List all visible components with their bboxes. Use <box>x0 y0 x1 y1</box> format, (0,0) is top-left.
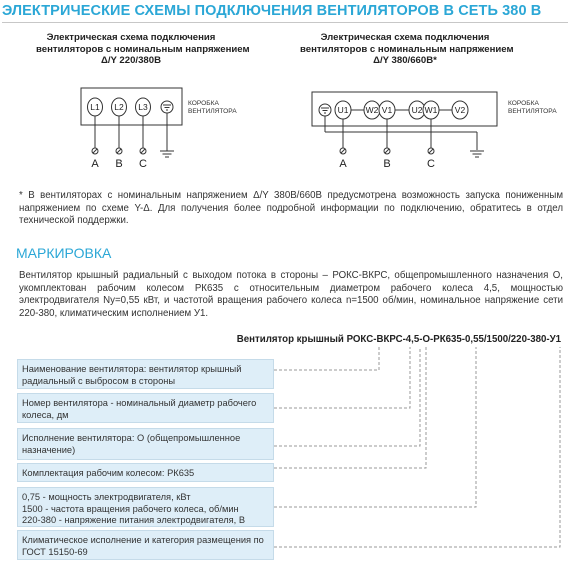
terminal-v2 <box>452 101 468 119</box>
clamp-icon <box>92 148 98 154</box>
clamp-icon <box>116 148 122 154</box>
phase-label: B <box>115 158 123 170</box>
terminal-label: U2 <box>411 105 423 115</box>
box-label-line: ВЕНТИЛЯТОРА <box>508 108 557 115</box>
terminal-label: L3 <box>138 102 148 112</box>
terminal-label: L2 <box>114 102 124 112</box>
right-caption-line: Δ/Y 380/660В* <box>373 55 437 66</box>
right-box-label <box>508 100 557 116</box>
terminal-l3 <box>136 98 151 116</box>
left-caption-line: Δ/Y 220/380В <box>100 55 162 66</box>
right-wiring-diagram <box>290 80 570 175</box>
phase-label: A <box>339 158 347 170</box>
marking-box-motor: 0,75 - мощность электродвигателя, кВт 1500 - частота вращения рабочего колеса, об/мин 220-380 - напряжение питания электродвигателя, В <box>17 487 274 527</box>
page-title: ЭЛЕКТРИЧЕСКИЕ СХЕМЫ ПОДКЛЮЧЕНИЯ ВЕНТИЛЯТОРОВ В СЕТЬ 380 В <box>2 3 542 19</box>
marking-box-number: Номер вентилятора - номинальный диаметр рабочего колеса, дм <box>17 393 274 423</box>
left-caption-line: вентиляторов с номинальным напряжением <box>36 43 250 55</box>
clamp-icon <box>340 148 346 154</box>
clamp-icon <box>140 148 146 154</box>
terminal-label: U1 <box>337 105 349 115</box>
right-caption-line: Электрическая схема подключения <box>320 32 490 43</box>
marking-box-wheel: Комплектация рабочим колесом: РК635 <box>17 463 274 482</box>
right-diagram-caption <box>300 32 514 67</box>
marking-box-execution: Исполнение вентилятора: О (общепромышленное назначение) <box>17 428 274 460</box>
box-label-line: КОРОБКА <box>188 100 219 107</box>
terminal-label: L1 <box>90 102 100 112</box>
terminal-v1 <box>379 101 395 119</box>
marking-box-name: Наименование вентилятора: вентилятор крышный радиальный с выбросом в стороны <box>17 359 274 389</box>
terminal-u1 <box>335 101 351 119</box>
terminal-label: W2 <box>365 105 379 115</box>
box-label-line: КОРОБКА <box>508 100 539 107</box>
terminal-w1 <box>423 101 439 119</box>
phase-label: C <box>427 158 435 170</box>
ground-symbol-icon <box>160 151 174 157</box>
ground-terminal-icon <box>319 104 331 116</box>
terminal-label: V2 <box>454 105 466 115</box>
phase-label: B <box>383 158 391 170</box>
left-caption-line: Электрическая схема подключения <box>46 32 216 43</box>
clamp-icon <box>428 148 434 154</box>
marking-box-climate: Климатическое исполнение и категория размещения по ГОСТ 15150-69 <box>17 530 274 560</box>
terminal-label: W1 <box>424 105 438 115</box>
left-wiring-diagram <box>0 80 280 175</box>
box-label-line: ВЕНТИЛЯТОРА <box>188 108 237 115</box>
terminal-label: V1 <box>381 105 393 115</box>
phase-label: A <box>91 158 99 170</box>
model-designation: Вентилятор крышный РОКС-ВКРС-4,5-О-РК635-0,55/1500/220-380-У1 <box>236 334 561 345</box>
left-diagram-caption <box>36 32 250 67</box>
ground-symbol-icon <box>470 151 484 157</box>
left-box-label <box>188 100 237 116</box>
section-heading-marking: МАРКИРОВКА <box>16 245 112 261</box>
terminal-l2 <box>112 98 127 116</box>
phase-label: C <box>139 158 147 170</box>
ground-terminal-icon <box>161 101 173 113</box>
terminal-w2 <box>364 101 380 119</box>
terminal-l1 <box>88 98 103 116</box>
right-caption-line: вентиляторов с номинальным напряжением <box>300 43 514 55</box>
title-divider <box>2 22 568 23</box>
marking-description: Вентилятор крышный радиальный с выходом потока в стороны – РОКС-ВКРС, общепромышленного назначения О, укомплектован рабочим колесом РК635 с относительным диаметром рабочего колеса 4,5, мощностью электродвигателя Ny=0,55 кВт, и частотой вращения рабочего колеса n=1500 об/мин, номинальное напряжение сети 220-380, климатическим исполнением У1. <box>19 270 563 319</box>
footnote: * В вентиляторах с номинальным напряжением Δ/Y 380В/660В предусмотрена возможность запуска пониженным напряжением по схеме Y-Δ. Для получения более подробной информации по подключению, обратитесь в отдел технической поддержки. <box>19 190 563 227</box>
clamp-icon <box>384 148 390 154</box>
